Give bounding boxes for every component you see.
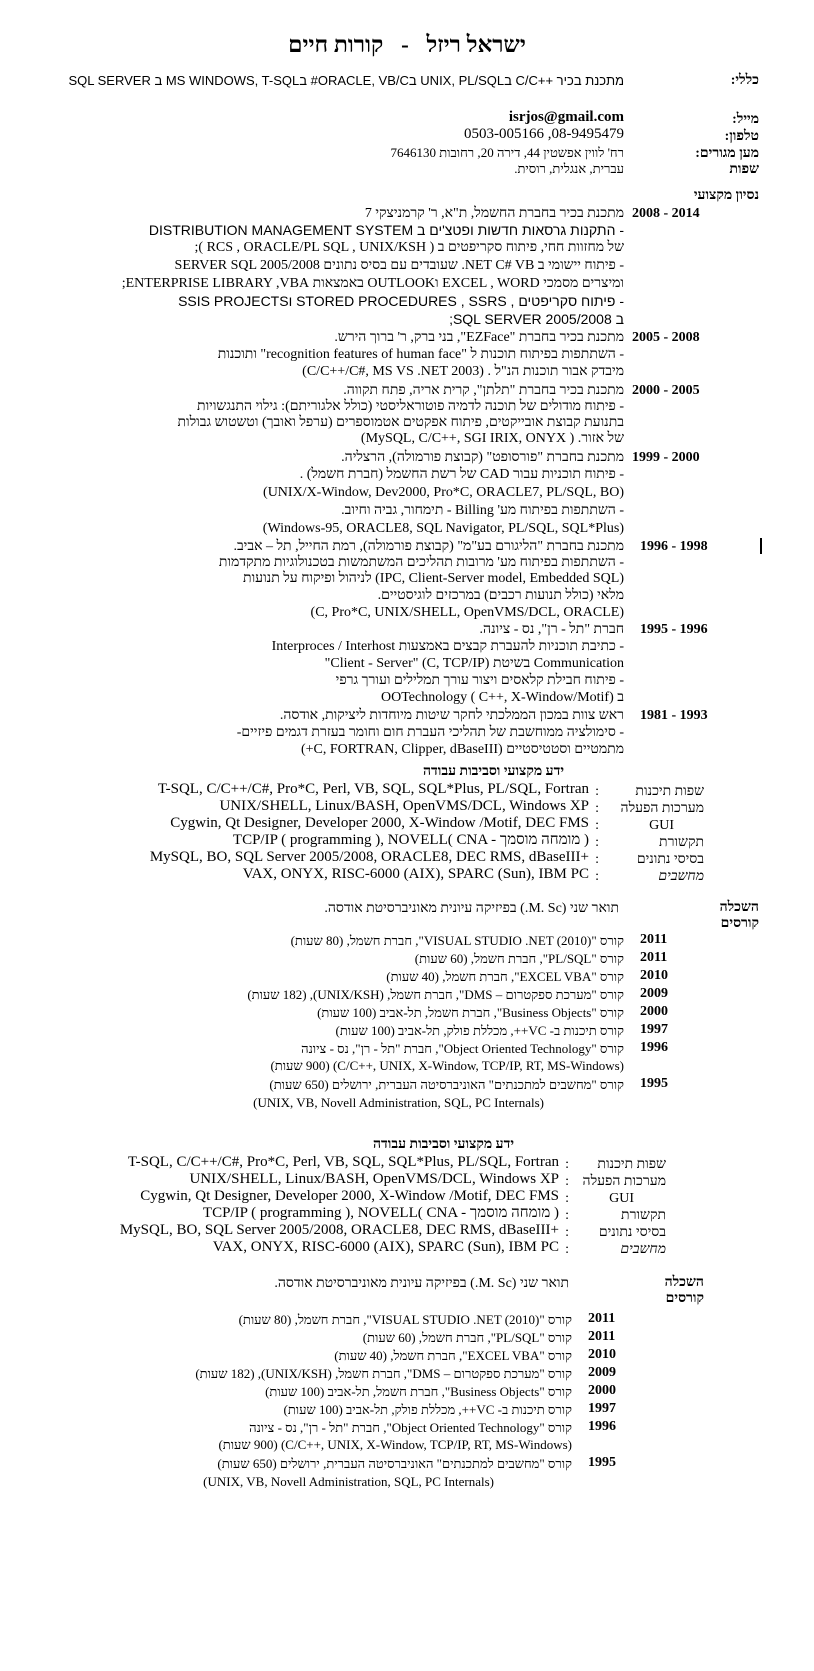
course-item: קורס "EXCEL VBA", חברת חשמל, (40 שעות) xyxy=(386,969,624,984)
course-year: 2011 xyxy=(588,1329,616,1344)
job-line: - פיתוח מודולים של תוכנה לדמיה פוטוראליסטי (כולל אלגוריתם): גילוי התנגשויות xyxy=(197,399,624,414)
job-line: - פיתוח יישומי ב NET C# VB. שעובדים עם בסיס נתונים SERVER SQL 2005/2008 xyxy=(174,258,624,273)
course-year: 2010 xyxy=(640,968,668,983)
course-item: קורס "מערכת ספקטרום – DMS", חברת חשמל, (UNIX/KSH), (182 שעות) xyxy=(247,987,624,1002)
job-line: (C, Pro*C, UNIX/SHELL, OpenVMS/DCL, ORACLE) xyxy=(310,605,624,620)
course-item: קורס "VISUAL STUDIO .NET (2010)", חברת חשמל, (80 שעות) xyxy=(290,933,624,948)
job-line: מתכנת בחברת "הליגורם בע"מ" (קבוצת פורמולה), רמת החייל, תל – אביב. xyxy=(233,539,624,554)
course-year: 2011 xyxy=(640,950,668,965)
job-years: 2005 - 2008 xyxy=(632,330,700,345)
email: isrjos@gmail.com xyxy=(508,109,624,125)
skill-key: תקשורת xyxy=(621,1208,666,1223)
job-years: 1999 - 2000 xyxy=(632,450,700,465)
course-year: 2000 xyxy=(588,1383,616,1398)
job-line: - השתתפות בפיתוח מע' Billing - תימחור, גביה וחיוב. xyxy=(341,503,624,518)
course-year: 2011 xyxy=(588,1311,616,1326)
job-line: ב OOTechnology ( C++, X-Window/Motif) xyxy=(380,690,624,705)
course-item: (UNIX, VB, Novell Administration, SQL, PC Internals) xyxy=(253,1095,544,1110)
name: ישראל ריזל xyxy=(426,32,526,57)
skills-label: ידע מקצועי וסביבות עבודה xyxy=(423,764,564,779)
job-line: (IPC, Client-Server model, Embedded SQL) לניהול ופיקוח על תנועות xyxy=(243,571,624,586)
course-item: קורס "PL/SQL", חברת חשמל, (60 שעות) xyxy=(362,1330,572,1345)
job-line: - התקנות גרסאות חדשות ופטצ'ים ב DISTRIBUTION MANAGEMENT SYSTEM xyxy=(148,222,624,238)
degree: תואר שני (M. Sc.) בפיזיקה עיונית מאוניברסיטת אודסה. xyxy=(274,1276,569,1291)
course-item: קורס "VISUAL STUDIO .NET (2010)", חברת חשמל, (80 שעות) xyxy=(238,1312,572,1327)
job-years: 2008 - 2014 xyxy=(632,206,700,221)
course-year: 1997 xyxy=(588,1401,616,1416)
job-years: 2000 - 2005 xyxy=(632,383,700,398)
skill-value: VAX, ONYX, RISC-6000 (AIX), SPARC (Sun), IBM PC xyxy=(242,866,589,882)
course-item: (C/C++, UNIX, X-Window, TCP/IP, RT, MS-Windows) (900 שעות) xyxy=(270,1058,624,1073)
job-line: - פיתוח סקריפטים , STORED PROCEDURES , SSRS וSSIS PROJECTS xyxy=(178,293,624,309)
job-line: מתכנת בחברת "פורסופט" (קבוצת פורמולה), הרצליה. xyxy=(341,450,624,465)
course-year: 1996 xyxy=(640,1040,668,1055)
course-item: (UNIX, VB, Novell Administration, SQL, PC Internals) xyxy=(203,1474,494,1489)
course-item: קורס "מערכת ספקטרום – DMS", חברת חשמל, (UNIX/KSH), (182 שעות) xyxy=(195,1366,572,1381)
course-item: (C/C++, UNIX, X-Window, TCP/IP, RT, MS-Windows) (900 שעות) xyxy=(218,1437,572,1452)
course-year: 1995 xyxy=(588,1455,616,1470)
degree: תואר שני (M. Sc.) בפיזיקה עיונית מאוניברסיטת אודסה. xyxy=(324,901,619,916)
job-line: - כתיבת תוכניות להעברת קבצים באמצעות Interproces / Interhost xyxy=(271,639,624,654)
job-line: - השתתפות בפיתוח מע' מרובות תהליכים המשתמשות בטכנולוגיות מתקדמות xyxy=(218,555,624,570)
course-item: קורס תיכנות ב- VC++, מכללת פולק, תל-אביב (100 שעות) xyxy=(335,1023,624,1038)
job-line: מלאי (כולל תנועות רכבים) במרכזים לוגיסטיים. xyxy=(377,588,624,603)
job-line: - השתתפות בפיתוח תוכנות ל "recognition features of human face" ותוכנות xyxy=(217,347,624,362)
course-year: 1996 xyxy=(588,1419,616,1434)
skill-value: UNIX/SHELL, Linux/BASH, OpenVMS/DCL, Windows XP xyxy=(189,1171,559,1187)
job-line: מתמטיים וסטטיסטיים (C, FORTRAN, Clipper, dBaseIII+) xyxy=(300,742,624,757)
job-line: בתנועת קבוצת אובייקטים, פיתוח אפקטים אטמוספרים (ערפל ואובך) וטשטוש גבולות xyxy=(177,415,624,430)
course-item: קורס "Business Objects", חברת חשמל, תל-אביב (100 שעות) xyxy=(265,1384,572,1399)
job-line: ב SQL SERVER 2005/2008; xyxy=(449,311,624,327)
address-label: מען מגורים: xyxy=(695,146,759,161)
skill-key: תקשורת xyxy=(659,835,704,850)
job-line: חברת "תל - רן", נס - ציונה. xyxy=(479,622,624,637)
skill-value: UNIX/SHELL, Linux/BASH, OpenVMS/DCL, Windows XP xyxy=(219,798,589,814)
skill-sep: : xyxy=(595,852,599,867)
course-year: 2009 xyxy=(588,1365,616,1380)
skill-key: GUI xyxy=(609,1191,634,1206)
experience-label: נסיון מקצועי xyxy=(693,188,759,203)
course-item: קורס "Object Oriented Technology", חברת "תל - רן", נס - ציונה xyxy=(301,1041,624,1056)
subtitle: קורות חיים xyxy=(288,32,384,57)
languages-label: שפות xyxy=(729,162,759,177)
skill-key: שפות תיכנות xyxy=(635,784,704,799)
skill-value: Cygwin, Qt Designer, Developer 2000, X-Window /Motif, DEC FMS xyxy=(140,1188,559,1204)
job-years: 1995 - 1996 xyxy=(640,622,708,637)
skill-sep: : xyxy=(565,1208,569,1223)
skill-key: מחשבים xyxy=(658,869,704,884)
skill-sep: : xyxy=(565,1191,569,1206)
job-line: מתכנת בכיר בחברת "EZFace", בני ברק, ר' ברוך הירש. xyxy=(334,330,624,345)
course-year: 1995 xyxy=(640,1076,668,1091)
text-cursor xyxy=(760,538,762,554)
skill-value: TCP/IP ( programming ), NOVELL( CNA - מומחה מוסמך ) xyxy=(232,832,589,848)
job-line: של אזור. ( MySQL, C/C++, SGI IRIX, ONYX) xyxy=(360,431,624,446)
course-year: 2009 xyxy=(640,986,668,1001)
skill-sep: : xyxy=(565,1225,569,1240)
job-line: של מחזוות חחי, פיתוח סקריפטים ב ( RCS , ORACLE/PL SQL , UNIX/KSH ); xyxy=(194,240,624,255)
skill-key: מערכות הפעלה xyxy=(620,801,704,816)
education-label: השכלה xyxy=(664,1275,704,1290)
skill-sep: : xyxy=(595,784,599,799)
job-line: - פיתוח חבילת קלאסים ויצור עורך תמלילים ועורך גרפי xyxy=(335,673,624,688)
skills-label: ידע מקצועי וסביבות עבודה xyxy=(373,1137,514,1152)
course-item: קורס תיכנות ב- VC++, מכללת פולק, תל-אביב (100 שעות) xyxy=(283,1402,572,1417)
skill-key: GUI xyxy=(649,818,674,833)
course-item: קורס "מחשבים למתכנתים" האוניברסיטה העברית, ירושלים (650 שעות) xyxy=(269,1077,624,1092)
phone: 08-9495479, 0503-005166 xyxy=(464,126,624,142)
course-item: קורס "Object Oriented Technology", חברת "תל - רן", נס - ציונה xyxy=(249,1420,572,1435)
skill-value: VAX, ONYX, RISC-6000 (AIX), SPARC (Sun), IBM PC xyxy=(212,1239,559,1255)
job-years: 1981 - 1993 xyxy=(640,708,708,723)
email-label: מייל: xyxy=(732,112,759,127)
general-label: כללי: xyxy=(730,73,759,88)
skill-key: בסיסי נתונים xyxy=(636,852,704,867)
skill-value: MySQL, BO, SQL Server 2005/2008, ORACLE8, DEC RMS, dBaseIII+ xyxy=(119,1222,559,1238)
job-line: ומיצרים מסמכי EXCEL , WORD וOUTLOOK באמצאות ENTERPRISE LIBRARY ,VBA; xyxy=(121,276,624,291)
courses-label: קורסים xyxy=(720,916,759,931)
title-separator: - xyxy=(401,32,409,57)
skill-key: בסיסי נתונים xyxy=(598,1225,666,1240)
job-line: Communication בשיטת (C, TCP/IP) "Client - Server" xyxy=(324,656,624,671)
skill-sep: : xyxy=(565,1157,569,1172)
skill-key: מערכות הפעלה xyxy=(582,1174,666,1189)
job-years: 1996 - 1998 xyxy=(640,539,708,554)
skill-key: מחשבים xyxy=(620,1242,666,1257)
skill-value: Cygwin, Qt Designer, Developer 2000, X-Window /Motif, DEC FMS xyxy=(170,815,589,831)
job-line: מתכנת בכיר בחברת החשמל, ת"א, ר' קרמניצקי 7 xyxy=(364,206,624,221)
address: רח' לווין אפשטין 44, דירה 20, רחובות 7646130 xyxy=(390,145,624,160)
general-text: מתכנת בכיר ++C/C בUNIX, PL/SQL בORACLE, VB/C# בMS WINDOWS, T-SQL ב SQL SERVER xyxy=(68,73,624,88)
courses-label: קורסים xyxy=(665,1291,704,1306)
course-item: קורס "PL/SQL", חברת חשמל, (60 שעות) xyxy=(414,951,624,966)
course-item: קורס "Business Objects", חברת חשמל, תל-אביב (100 שעות) xyxy=(317,1005,624,1020)
skill-value: TCP/IP ( programming ), NOVELL( CNA - מומחה מוסמך ) xyxy=(202,1205,559,1221)
job-line: מיבדק אבור תוכנות הנ"ל . (C/C++/C#, MS VS .NET 2003) xyxy=(302,364,624,379)
job-line: (UNIX/X-Window, Dev2000, Pro*C, ORACLE7, PL/SQL, BO) xyxy=(263,485,624,500)
job-line: (Windows-95, ORACLE8, SQL Navigator, PL/SQL, SQL*Plus) xyxy=(262,521,624,536)
skill-sep: : xyxy=(565,1242,569,1257)
skill-sep: : xyxy=(565,1174,569,1189)
course-year: 2011 xyxy=(640,932,668,947)
course-year: 2000 xyxy=(640,1004,668,1019)
skill-sep: : xyxy=(595,818,599,833)
course-item: קורס "מחשבים למתכנתים" האוניברסיטה העברית, ירושלים (650 שעות) xyxy=(217,1456,572,1471)
skill-key: שפות תיכנות xyxy=(597,1157,666,1172)
job-line: ראש צוות במכון הממלכתי לחקר שיטות מיוחדות ליציקות, אודסה. xyxy=(279,708,624,723)
phone-label: טלפון: xyxy=(724,129,759,144)
course-year: 1997 xyxy=(640,1022,668,1037)
skill-sep: : xyxy=(595,835,599,850)
skill-sep: : xyxy=(595,869,599,884)
job-line: - סימולציה ממוחשבת של תהליכי העברת חום וחומר בעזרת דגמים פיזיים- xyxy=(236,725,624,740)
skill-sep: : xyxy=(595,801,599,816)
education-label: השכלה xyxy=(719,900,759,915)
skill-value: T-SQL, C/C++/C#, Pro*C, Perl, VB, SQL, SQL*Plus, PL/SQL, Fortran xyxy=(157,781,589,797)
skill-value: T-SQL, C/C++/C#, Pro*C, Perl, VB, SQL, SQL*Plus, PL/SQL, Fortran xyxy=(127,1154,559,1170)
page-title xyxy=(0,32,814,58)
course-item: קורס "EXCEL VBA", חברת חשמל, (40 שעות) xyxy=(334,1348,572,1363)
skill-value: MySQL, BO, SQL Server 2005/2008, ORACLE8, DEC RMS, dBaseIII+ xyxy=(149,849,589,865)
languages: עברית, אנגלית, רוסית. xyxy=(514,161,624,176)
course-year: 2010 xyxy=(588,1347,616,1362)
job-line: - פיתוח תוכניות עבור CAD של רשת החשמל (חברת חשמל) . xyxy=(299,467,624,482)
job-line: מתכנת בכיר בחברת "תלתן", קרית אריה, פתח תקווה. xyxy=(343,383,624,398)
